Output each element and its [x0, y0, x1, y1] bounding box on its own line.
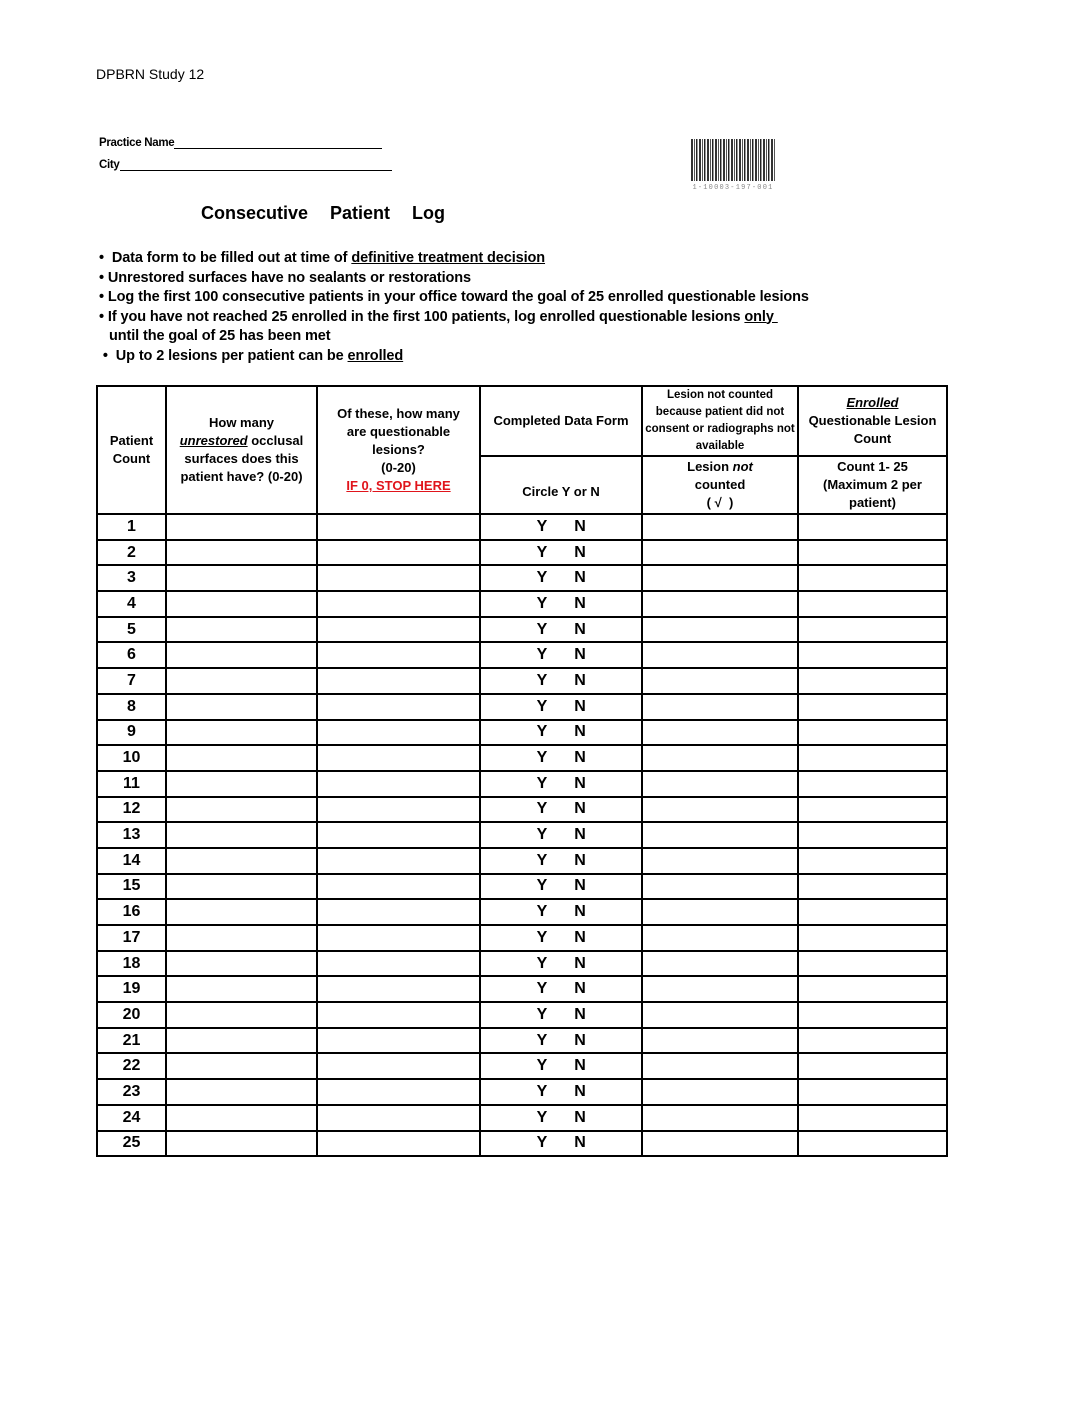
questionable-lesions-cell[interactable] — [317, 694, 480, 720]
checkmark-icon: ( √ ) — [706, 495, 734, 510]
questionable-lesions-cell[interactable] — [317, 899, 480, 925]
instructions-list — [99, 249, 809, 366]
patient-number: 17 — [97, 925, 166, 951]
unrestored-surfaces-cell[interactable] — [166, 720, 317, 746]
patient-number: 25 — [97, 1131, 166, 1157]
yes-option[interactable]: Y — [536, 826, 548, 844]
completed-form-yn-cell — [480, 951, 642, 977]
patient-number: 16 — [97, 899, 166, 925]
unrestored-surfaces-cell[interactable] — [166, 771, 317, 797]
yes-option[interactable]: Y — [536, 1031, 548, 1049]
yes-option[interactable]: Y — [536, 954, 548, 972]
lesion-not-counted-cell[interactable] — [642, 1028, 798, 1054]
unrestored-surfaces-cell[interactable] — [166, 540, 317, 566]
table-row — [97, 720, 947, 746]
enrolled-count-cell[interactable] — [798, 1131, 947, 1157]
questionable-lesions-cell[interactable] — [317, 848, 480, 874]
patient-number: 9 — [97, 720, 166, 746]
unrestored-surfaces-cell[interactable] — [166, 591, 317, 617]
enrolled-count-cell[interactable] — [798, 771, 947, 797]
table-row — [97, 1002, 947, 1028]
lesion-not-counted-cell[interactable] — [642, 668, 798, 694]
table-row — [97, 1105, 947, 1131]
header-enrolled-rest: Questionable Lesion Count — [808, 413, 937, 446]
no-option[interactable]: N — [574, 1057, 586, 1075]
lesion-not-counted-cell[interactable] — [642, 1131, 798, 1157]
no-option[interactable]: N — [574, 928, 586, 946]
lesion-not-counted-cell[interactable] — [642, 848, 798, 874]
unrestored-surfaces-cell[interactable] — [166, 514, 317, 540]
questionable-lesions-cell[interactable] — [317, 668, 480, 694]
enrolled-count-cell[interactable] — [798, 874, 947, 900]
enrolled-count-cell[interactable] — [798, 1105, 947, 1131]
enrolled-count-cell[interactable] — [798, 720, 947, 746]
instruction-item — [99, 249, 809, 269]
questionable-lesions-cell[interactable] — [317, 951, 480, 977]
patient-number: 20 — [97, 1002, 166, 1028]
completed-form-yn-cell — [480, 899, 642, 925]
lesion-not-counted-cell[interactable] — [642, 822, 798, 848]
patient-number: 11 — [97, 771, 166, 797]
lesion-not-counted-cell[interactable] — [642, 899, 798, 925]
patient-log-body — [97, 514, 947, 1156]
barcode-bars-icon — [691, 139, 775, 181]
patient-number: 5 — [97, 617, 166, 643]
completed-form-yn-cell — [480, 925, 642, 951]
yes-option[interactable]: Y — [536, 1134, 548, 1152]
completed-form-yn-cell — [480, 591, 642, 617]
unrestored-surfaces-cell[interactable] — [166, 694, 317, 720]
unrestored-surfaces-cell[interactable] — [166, 899, 317, 925]
questionable-lesions-cell[interactable] — [317, 540, 480, 566]
yes-option[interactable]: Y — [536, 851, 548, 869]
patient-number: 13 — [97, 822, 166, 848]
patient-number: 8 — [97, 694, 166, 720]
table-row — [97, 642, 947, 668]
questionable-lesions-cell[interactable] — [317, 1053, 480, 1079]
patient-number: 24 — [97, 1105, 166, 1131]
questionable-lesions-cell[interactable] — [317, 514, 480, 540]
unrestored-surfaces-cell[interactable] — [166, 1079, 317, 1105]
yes-option[interactable]: Y — [536, 517, 548, 535]
table-row — [97, 514, 947, 540]
enrolled-count-cell[interactable] — [798, 848, 947, 874]
patient-number: 10 — [97, 745, 166, 771]
enrolled-count-cell[interactable] — [798, 951, 947, 977]
page-title: Consecutive Patient Log — [201, 203, 446, 223]
enrolled-count-cell[interactable] — [798, 1053, 947, 1079]
table-row — [97, 976, 947, 1002]
completed-form-yn-cell — [480, 874, 642, 900]
table-row — [97, 1053, 947, 1079]
patient-number: 23 — [97, 1079, 166, 1105]
instruction-text: until the goal of 25 has been met — [109, 328, 331, 344]
instruction-text: • Log the first 100 consecutive patients in your office toward the goal of 25 enrolled questionable lesions — [99, 289, 809, 305]
no-option[interactable]: N — [574, 646, 586, 664]
questionable-lesions-cell[interactable] — [317, 1105, 480, 1131]
header-lesion-not-counted-check — [642, 456, 798, 514]
unrestored-surfaces-cell[interactable] — [166, 1105, 317, 1131]
instruction-text: • If you have not reached 25 enrolled in the first 100 patients, log enrolled questionable lesions — [99, 308, 745, 325]
completed-form-yn-cell — [480, 1002, 642, 1028]
unrestored-surfaces-cell[interactable] — [166, 951, 317, 977]
no-option[interactable]: N — [574, 1031, 586, 1049]
practice-name-input[interactable] — [174, 136, 382, 149]
table-row — [97, 899, 947, 925]
completed-form-yn-cell — [480, 976, 642, 1002]
enrolled-count-cell[interactable] — [798, 514, 947, 540]
table-row — [97, 1028, 947, 1054]
unrestored-surfaces-cell[interactable] — [166, 642, 317, 668]
patient-number: 21 — [97, 1028, 166, 1054]
instruction-text: • Unrestored surfaces have no sealants or restorations — [99, 269, 471, 286]
enrolled-count-cell[interactable] — [798, 694, 947, 720]
enrolled-count-cell[interactable] — [798, 745, 947, 771]
enrolled-count-cell[interactable] — [798, 668, 947, 694]
header-unrestored-surfaces — [166, 386, 317, 514]
patient-number: 7 — [97, 668, 166, 694]
yes-option[interactable]: Y — [536, 980, 548, 998]
completed-form-yn-cell — [480, 514, 642, 540]
header-questionable-lesions — [317, 386, 480, 514]
lesion-not-counted-cell[interactable] — [642, 1079, 798, 1105]
practice-name-field — [99, 136, 382, 149]
yes-option[interactable]: Y — [536, 1057, 548, 1075]
header-nc-b2: counted — [694, 477, 746, 492]
yes-option[interactable]: Y — [536, 928, 548, 946]
patient-number: 6 — [97, 642, 166, 668]
patient-number: 15 — [97, 874, 166, 900]
yes-option[interactable]: Y — [536, 1108, 548, 1126]
yes-option[interactable]: Y — [536, 903, 548, 921]
patient-log-table — [96, 385, 948, 1157]
header-unrestored-pre: How many — [208, 415, 274, 430]
table-row — [97, 925, 947, 951]
table-row — [97, 951, 947, 977]
completed-form-yn-cell — [480, 797, 642, 823]
questionable-lesions-cell[interactable] — [317, 565, 480, 591]
lesion-not-counted-cell[interactable] — [642, 514, 798, 540]
study-label: DPBRN Study 12 — [96, 66, 205, 82]
instruction-item — [99, 288, 809, 308]
yes-option[interactable]: Y — [536, 620, 548, 638]
yes-option[interactable]: Y — [536, 671, 548, 689]
barcode — [691, 139, 775, 197]
instruction-text: • Up to 2 lesions per patient can be — [99, 347, 348, 364]
unrestored-surfaces-cell[interactable] — [166, 797, 317, 823]
table-row — [97, 822, 947, 848]
no-option[interactable]: N — [574, 1108, 586, 1126]
lesion-not-counted-cell[interactable] — [642, 591, 798, 617]
table-row — [97, 771, 947, 797]
completed-form-yn-cell — [480, 1105, 642, 1131]
yes-option[interactable]: Y — [536, 877, 548, 895]
no-option[interactable]: N — [574, 774, 586, 792]
unrestored-surfaces-cell[interactable] — [166, 925, 317, 951]
questionable-lesions-cell[interactable] — [317, 1028, 480, 1054]
instruction-emphasis: enrolled — [347, 347, 404, 364]
no-option[interactable]: N — [574, 1005, 586, 1023]
questionable-lesions-cell[interactable] — [317, 745, 480, 771]
no-option[interactable]: N — [574, 517, 586, 535]
yes-option[interactable]: Y — [536, 723, 548, 741]
instruction-item — [99, 327, 809, 347]
lesion-not-counted-cell[interactable] — [642, 925, 798, 951]
lesion-not-counted-cell[interactable] — [642, 565, 798, 591]
table-row — [97, 1079, 947, 1105]
no-option[interactable]: N — [574, 1082, 586, 1100]
table-row — [97, 1131, 947, 1157]
city-label: City — [99, 159, 120, 171]
enrolled-count-cell[interactable] — [798, 925, 947, 951]
enrolled-count-cell[interactable] — [798, 642, 947, 668]
questionable-lesions-cell[interactable] — [317, 822, 480, 848]
header-nc-b1: Lesion — [687, 459, 733, 474]
yes-option[interactable]: Y — [536, 594, 548, 612]
completed-form-yn-cell — [480, 1131, 642, 1157]
questionable-lesions-cell[interactable] — [317, 874, 480, 900]
header-enrolled-em: Enrolled — [846, 395, 899, 410]
patient-number: 4 — [97, 591, 166, 617]
instruction-item — [99, 347, 809, 367]
yes-option[interactable]: Y — [536, 1082, 548, 1100]
patient-number: 22 — [97, 1053, 166, 1079]
questionable-lesions-cell[interactable] — [317, 771, 480, 797]
lesion-not-counted-cell[interactable] — [642, 951, 798, 977]
instruction-text: • Data form to be filled out at time of — [99, 250, 352, 266]
patient-number: 19 — [97, 976, 166, 1002]
table-row — [97, 745, 947, 771]
no-option[interactable]: N — [574, 980, 586, 998]
completed-form-yn-cell — [480, 771, 642, 797]
completed-form-yn-cell — [480, 848, 642, 874]
no-option[interactable]: N — [574, 697, 586, 715]
no-option[interactable]: N — [574, 620, 586, 638]
enrolled-count-cell[interactable] — [798, 591, 947, 617]
questionable-lesions-cell[interactable] — [317, 591, 480, 617]
completed-form-yn-cell — [480, 1079, 642, 1105]
questionable-lesions-cell[interactable] — [317, 925, 480, 951]
header-circle-yn: Circle Y or N — [480, 456, 642, 514]
unrestored-surfaces-cell[interactable] — [166, 1002, 317, 1028]
completed-form-yn-cell — [480, 668, 642, 694]
lesion-not-counted-cell[interactable] — [642, 797, 798, 823]
header-questionable-range: (0-20) — [381, 460, 416, 475]
completed-form-yn-cell — [480, 694, 642, 720]
completed-form-yn-cell — [480, 642, 642, 668]
header-unrestored-post: occlusal surfaces does this patient have? (0-20) — [180, 433, 304, 484]
completed-form-yn-cell — [480, 565, 642, 591]
yes-option[interactable]: Y — [536, 543, 548, 561]
no-option[interactable]: N — [574, 954, 586, 972]
no-option[interactable]: N — [574, 543, 586, 561]
unrestored-surfaces-cell[interactable] — [166, 874, 317, 900]
header-unrestored-em: unrestored — [179, 433, 248, 448]
table-row — [97, 668, 947, 694]
city-input[interactable] — [120, 158, 392, 171]
enrolled-count-cell[interactable] — [798, 899, 947, 925]
lesion-not-counted-cell[interactable] — [642, 976, 798, 1002]
lesion-not-counted-cell[interactable] — [642, 745, 798, 771]
completed-form-yn-cell — [480, 1028, 642, 1054]
instruction-item — [99, 308, 809, 328]
lesion-not-counted-cell[interactable] — [642, 617, 798, 643]
city-field — [99, 158, 392, 171]
no-option[interactable]: N — [574, 800, 586, 818]
unrestored-surfaces-cell[interactable] — [166, 848, 317, 874]
questionable-lesions-cell[interactable] — [317, 976, 480, 1002]
patient-number: 2 — [97, 540, 166, 566]
lesion-not-counted-cell[interactable] — [642, 1053, 798, 1079]
header-count-range: Count 1- 25 (Maximum 2 per patient) — [798, 456, 947, 514]
header-patient-count: Patient Count — [97, 386, 166, 514]
header-questionable-main: Of these, how many are questionable lesions? — [337, 406, 460, 457]
enrolled-count-cell[interactable] — [798, 1079, 947, 1105]
patient-number: 1 — [97, 514, 166, 540]
lesion-not-counted-cell[interactable] — [642, 642, 798, 668]
yes-option[interactable]: Y — [536, 800, 548, 818]
unrestored-surfaces-cell[interactable] — [166, 822, 317, 848]
lesion-not-counted-cell[interactable] — [642, 720, 798, 746]
header-completed-data-form: Completed Data Form — [480, 386, 642, 456]
completed-form-yn-cell — [480, 745, 642, 771]
lesion-not-counted-cell[interactable] — [642, 540, 798, 566]
yes-option[interactable]: Y — [536, 646, 548, 664]
no-option[interactable]: N — [574, 671, 586, 689]
patient-number: 14 — [97, 848, 166, 874]
enrolled-count-cell[interactable] — [798, 617, 947, 643]
questionable-lesions-cell[interactable] — [317, 617, 480, 643]
questionable-lesions-cell[interactable] — [317, 1002, 480, 1028]
table-row — [97, 565, 947, 591]
no-option[interactable]: N — [574, 903, 586, 921]
no-option[interactable]: N — [574, 569, 586, 587]
enrolled-count-cell[interactable] — [798, 1002, 947, 1028]
completed-form-yn-cell — [480, 1053, 642, 1079]
yes-option[interactable]: Y — [536, 774, 548, 792]
no-option[interactable]: N — [574, 826, 586, 844]
enrolled-count-cell[interactable] — [798, 540, 947, 566]
no-option[interactable]: N — [574, 877, 586, 895]
completed-form-yn-cell — [480, 540, 642, 566]
patient-number: 12 — [97, 797, 166, 823]
enrolled-count-cell[interactable] — [798, 1028, 947, 1054]
practice-name-label: Practice Name — [99, 137, 175, 149]
no-option[interactable]: N — [574, 594, 586, 612]
yes-option[interactable]: Y — [536, 697, 548, 715]
lesion-not-counted-cell[interactable] — [642, 1002, 798, 1028]
table-row — [97, 591, 947, 617]
questionable-lesions-cell[interactable] — [317, 797, 480, 823]
completed-form-yn-cell — [480, 720, 642, 746]
yes-option[interactable]: Y — [536, 569, 548, 587]
unrestored-surfaces-cell[interactable] — [166, 1028, 317, 1054]
unrestored-surfaces-cell[interactable] — [166, 668, 317, 694]
enrolled-count-cell[interactable] — [798, 976, 947, 1002]
unrestored-surfaces-cell[interactable] — [166, 1131, 317, 1157]
table-row — [97, 797, 947, 823]
table-row — [97, 540, 947, 566]
unrestored-surfaces-cell[interactable] — [166, 1053, 317, 1079]
no-option[interactable]: N — [574, 723, 586, 741]
table-row — [97, 694, 947, 720]
yes-option[interactable]: Y — [536, 749, 548, 767]
yes-option[interactable]: Y — [536, 1005, 548, 1023]
lesion-not-counted-cell[interactable] — [642, 1105, 798, 1131]
lesion-not-counted-cell[interactable] — [642, 694, 798, 720]
no-option[interactable]: N — [574, 851, 586, 869]
unrestored-surfaces-cell[interactable] — [166, 565, 317, 591]
enrolled-count-cell[interactable] — [798, 565, 947, 591]
enrolled-count-cell[interactable] — [798, 797, 947, 823]
stop-here-warning: IF 0, STOP HERE — [346, 478, 451, 493]
table-row — [97, 874, 947, 900]
questionable-lesions-cell[interactable] — [317, 642, 480, 668]
header-nc-em: not — [732, 459, 753, 474]
barcode-text: 1-10003-197-001 — [692, 184, 774, 192]
lesion-not-counted-cell[interactable] — [642, 874, 798, 900]
patient-number: 3 — [97, 565, 166, 591]
header-enrolled-count — [798, 386, 947, 456]
lesion-not-counted-cell[interactable] — [642, 771, 798, 797]
patient-number: 18 — [97, 951, 166, 977]
no-option[interactable]: N — [574, 749, 586, 767]
enrolled-count-cell[interactable] — [798, 822, 947, 848]
unrestored-surfaces-cell[interactable] — [166, 617, 317, 643]
unrestored-surfaces-cell[interactable] — [166, 976, 317, 1002]
instruction-item — [99, 269, 809, 289]
completed-form-yn-cell — [480, 617, 642, 643]
table-row — [97, 617, 947, 643]
header-lesion-not-counted: Lesion not counted because patient did not consent or radiographs not available — [642, 386, 798, 456]
completed-form-yn-cell — [480, 822, 642, 848]
table-row — [97, 848, 947, 874]
questionable-lesions-cell[interactable] — [317, 1131, 480, 1157]
unrestored-surfaces-cell[interactable] — [166, 745, 317, 771]
instruction-emphasis: only — [744, 308, 778, 325]
questionable-lesions-cell[interactable] — [317, 720, 480, 746]
no-option[interactable]: N — [574, 1134, 586, 1152]
instruction-emphasis: definitive treatment decision — [351, 250, 546, 266]
questionable-lesions-cell[interactable] — [317, 1079, 480, 1105]
